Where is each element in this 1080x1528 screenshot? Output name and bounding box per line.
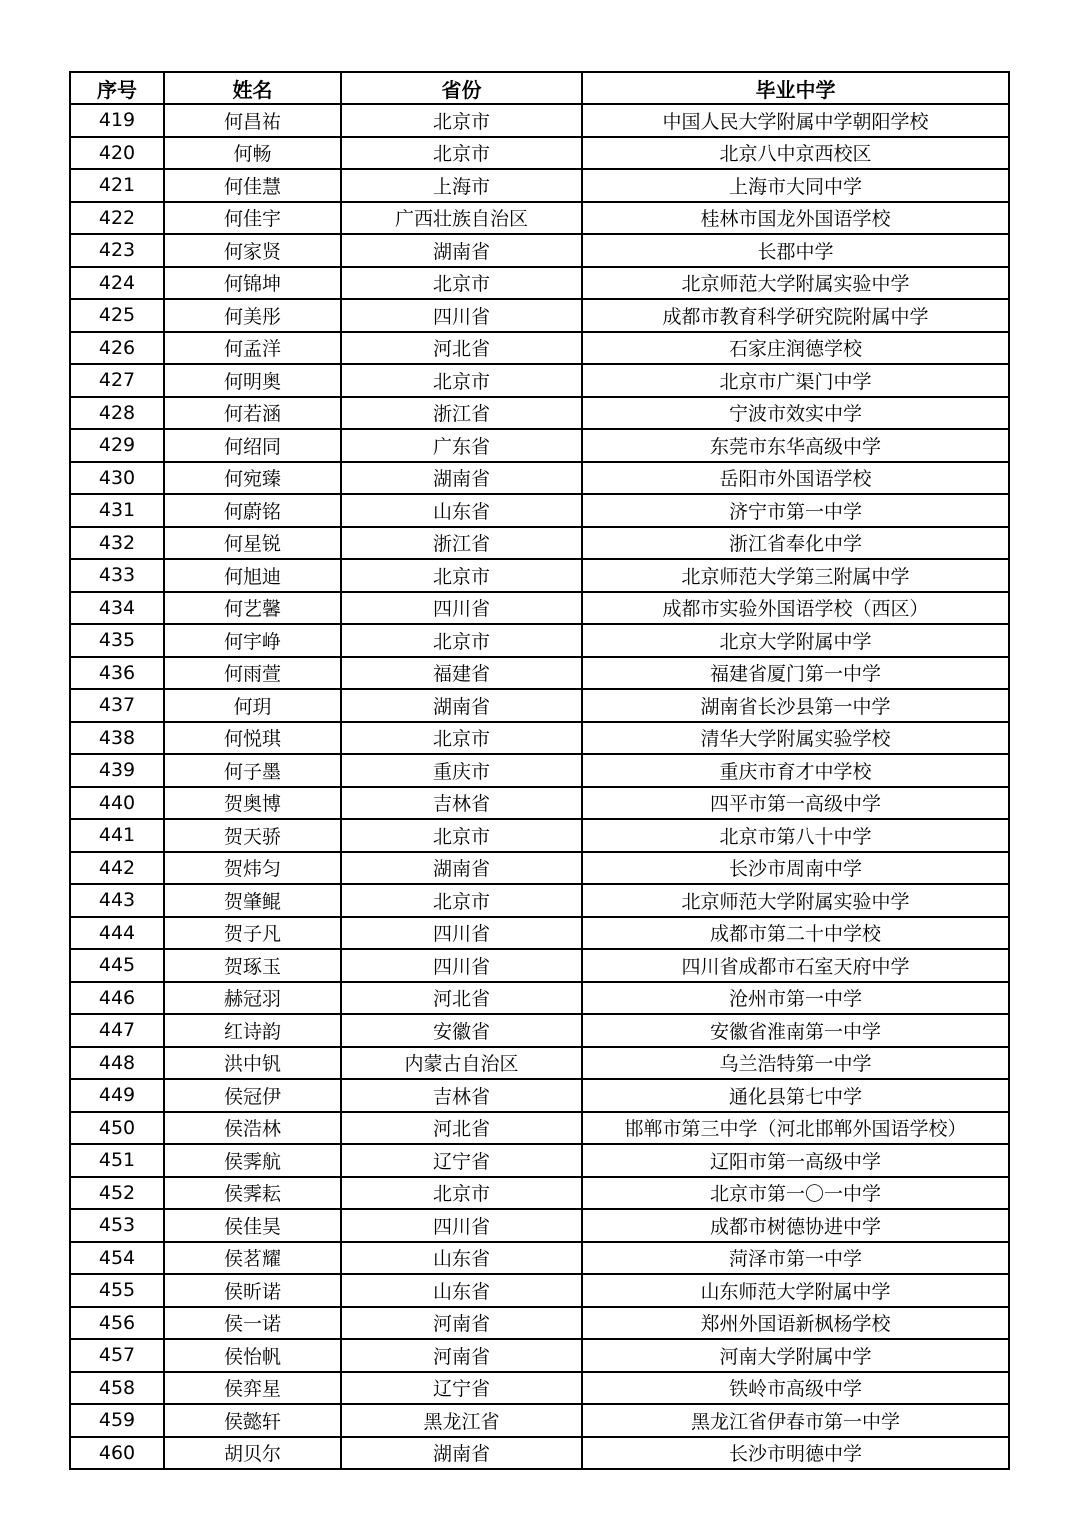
cell-high-school: 山东师范大学附属中学 [582, 1274, 1009, 1307]
cell-province: 北京市 [341, 722, 582, 755]
cell-high-school: 北京市第一〇一中学 [582, 1177, 1009, 1210]
cell-serial-number: 435 [70, 624, 164, 657]
cell-serial-number: 453 [70, 1209, 164, 1242]
cell-name: 何旭迪 [164, 559, 341, 592]
cell-high-school: 成都市实验外国语学校（西区） [582, 592, 1009, 625]
cell-province: 河北省 [341, 1112, 582, 1145]
cell-serial-number: 426 [70, 332, 164, 365]
table-row [70, 949, 1009, 982]
cell-name: 侯一诺 [164, 1307, 341, 1340]
cell-province: 湖南省 [341, 852, 582, 885]
table-row [70, 1307, 1009, 1340]
cell-province: 北京市 [341, 137, 582, 170]
cell-serial-number: 419 [70, 104, 164, 137]
cell-high-school: 中国人民大学附属中学朝阳学校 [582, 104, 1009, 137]
cell-name: 侯懿轩 [164, 1404, 341, 1437]
cell-province: 四川省 [341, 1209, 582, 1242]
cell-name: 赫冠羽 [164, 982, 341, 1015]
cell-serial-number: 456 [70, 1307, 164, 1340]
table-row [70, 169, 1009, 202]
table-row [70, 884, 1009, 917]
cell-high-school: 桂林市国龙外国语学校 [582, 202, 1009, 235]
cell-province: 北京市 [341, 104, 582, 137]
graduate-table [69, 71, 1010, 1470]
cell-province: 重庆市 [341, 754, 582, 787]
cell-name: 何雨萱 [164, 657, 341, 690]
table-header-row [70, 72, 1009, 104]
cell-serial-number: 432 [70, 527, 164, 560]
table-row [70, 1177, 1009, 1210]
cell-serial-number: 443 [70, 884, 164, 917]
cell-province: 山东省 [341, 1242, 582, 1275]
cell-province: 河南省 [341, 1339, 582, 1372]
cell-high-school: 长沙市周南中学 [582, 852, 1009, 885]
cell-name: 何明奥 [164, 364, 341, 397]
cell-serial-number: 424 [70, 267, 164, 300]
cell-name: 何悦琪 [164, 722, 341, 755]
cell-serial-number: 440 [70, 787, 164, 820]
cell-high-school: 北京师范大学附属实验中学 [582, 267, 1009, 300]
header-province: 省份 [341, 72, 582, 104]
cell-province: 辽宁省 [341, 1372, 582, 1405]
cell-name: 侯霁航 [164, 1144, 341, 1177]
cell-province: 四川省 [341, 592, 582, 625]
cell-name: 侯冠伊 [164, 1079, 341, 1112]
cell-high-school: 菏泽市第一中学 [582, 1242, 1009, 1275]
cell-high-school: 北京市广渠门中学 [582, 364, 1009, 397]
cell-name: 洪中钒 [164, 1047, 341, 1080]
cell-name: 何艺馨 [164, 592, 341, 625]
cell-high-school: 北京师范大学第三附属中学 [582, 559, 1009, 592]
cell-province: 山东省 [341, 1274, 582, 1307]
cell-serial-number: 420 [70, 137, 164, 170]
table-row [70, 234, 1009, 267]
table-row [70, 1047, 1009, 1080]
cell-name: 何锦坤 [164, 267, 341, 300]
cell-name: 何昌祐 [164, 104, 341, 137]
cell-name: 侯茗耀 [164, 1242, 341, 1275]
table-row [70, 267, 1009, 300]
table-row [70, 104, 1009, 137]
table-row [70, 527, 1009, 560]
cell-high-school: 乌兰浩特第一中学 [582, 1047, 1009, 1080]
cell-serial-number: 452 [70, 1177, 164, 1210]
table-row [70, 819, 1009, 852]
cell-name: 何绍同 [164, 429, 341, 462]
cell-high-school: 郑州外国语新枫杨学校 [582, 1307, 1009, 1340]
cell-serial-number: 439 [70, 754, 164, 787]
cell-province: 湖南省 [341, 462, 582, 495]
cell-high-school: 北京八中京西校区 [582, 137, 1009, 170]
cell-province: 湖南省 [341, 1437, 582, 1470]
cell-high-school: 成都市教育科学研究院附属中学 [582, 299, 1009, 332]
table-row [70, 1372, 1009, 1405]
table-row [70, 754, 1009, 787]
table-body [70, 104, 1009, 1469]
table-row [70, 722, 1009, 755]
cell-high-school: 北京师范大学附属实验中学 [582, 884, 1009, 917]
table-row [70, 852, 1009, 885]
cell-serial-number: 438 [70, 722, 164, 755]
table-row [70, 494, 1009, 527]
cell-high-school: 东莞市东华高级中学 [582, 429, 1009, 462]
cell-serial-number: 459 [70, 1404, 164, 1437]
cell-serial-number: 434 [70, 592, 164, 625]
cell-name: 侯霁耘 [164, 1177, 341, 1210]
cell-name: 何玥 [164, 689, 341, 722]
table-row [70, 657, 1009, 690]
table-row [70, 364, 1009, 397]
table-row [70, 397, 1009, 430]
cell-province: 福建省 [341, 657, 582, 690]
cell-name: 侯昕诺 [164, 1274, 341, 1307]
cell-serial-number: 433 [70, 559, 164, 592]
cell-serial-number: 428 [70, 397, 164, 430]
cell-province: 河北省 [341, 332, 582, 365]
table-row [70, 787, 1009, 820]
cell-serial-number: 455 [70, 1274, 164, 1307]
cell-high-school: 安徽省淮南第一中学 [582, 1014, 1009, 1047]
table-row [70, 592, 1009, 625]
cell-province: 山东省 [341, 494, 582, 527]
cell-serial-number: 423 [70, 234, 164, 267]
cell-province: 北京市 [341, 819, 582, 852]
cell-high-school: 石家庄润德学校 [582, 332, 1009, 365]
cell-province: 北京市 [341, 364, 582, 397]
table-row [70, 689, 1009, 722]
cell-province: 安徽省 [341, 1014, 582, 1047]
cell-name: 侯佳昊 [164, 1209, 341, 1242]
cell-name: 侯浩林 [164, 1112, 341, 1145]
cell-high-school: 成都市树德协进中学 [582, 1209, 1009, 1242]
cell-name: 胡贝尔 [164, 1437, 341, 1470]
cell-province: 河北省 [341, 982, 582, 1015]
cell-serial-number: 431 [70, 494, 164, 527]
cell-province: 四川省 [341, 299, 582, 332]
cell-high-school: 四川省成都市石室天府中学 [582, 949, 1009, 982]
table-row [70, 1209, 1009, 1242]
table-row [70, 429, 1009, 462]
cell-serial-number: 429 [70, 429, 164, 462]
cell-name: 贺琢玉 [164, 949, 341, 982]
cell-high-school: 通化县第七中学 [582, 1079, 1009, 1112]
cell-name: 侯怡帆 [164, 1339, 341, 1372]
cell-serial-number: 445 [70, 949, 164, 982]
cell-serial-number: 427 [70, 364, 164, 397]
cell-name: 何孟洋 [164, 332, 341, 365]
cell-name: 红诗韵 [164, 1014, 341, 1047]
cell-province: 黑龙江省 [341, 1404, 582, 1437]
cell-high-school: 河南大学附属中学 [582, 1339, 1009, 1372]
cell-high-school: 重庆市育才中学校 [582, 754, 1009, 787]
cell-high-school: 上海市大同中学 [582, 169, 1009, 202]
cell-province: 广东省 [341, 429, 582, 462]
cell-name: 何宇峥 [164, 624, 341, 657]
cell-province: 北京市 [341, 884, 582, 917]
cell-serial-number: 451 [70, 1144, 164, 1177]
table-row [70, 624, 1009, 657]
cell-name: 何星锐 [164, 527, 341, 560]
header-name: 姓名 [164, 72, 341, 104]
table-row [70, 1339, 1009, 1372]
cell-province: 河南省 [341, 1307, 582, 1340]
cell-province: 北京市 [341, 1177, 582, 1210]
cell-province: 北京市 [341, 267, 582, 300]
header-serial-number: 序号 [70, 72, 164, 104]
table-row [70, 1437, 1009, 1470]
cell-serial-number: 448 [70, 1047, 164, 1080]
cell-province: 北京市 [341, 559, 582, 592]
cell-high-school: 邯郸市第三中学（河北邯郸外国语学校） [582, 1112, 1009, 1145]
cell-name: 贺天骄 [164, 819, 341, 852]
cell-high-school: 济宁市第一中学 [582, 494, 1009, 527]
cell-high-school: 浙江省奉化中学 [582, 527, 1009, 560]
table-row [70, 1079, 1009, 1112]
cell-high-school: 北京大学附属中学 [582, 624, 1009, 657]
table-row [70, 1014, 1009, 1047]
cell-serial-number: 421 [70, 169, 164, 202]
table-row [70, 1274, 1009, 1307]
cell-province: 上海市 [341, 169, 582, 202]
cell-province: 四川省 [341, 917, 582, 950]
cell-high-school: 福建省厦门第一中学 [582, 657, 1009, 690]
cell-name: 何宛臻 [164, 462, 341, 495]
header-high-school: 毕业中学 [582, 72, 1009, 104]
cell-serial-number: 458 [70, 1372, 164, 1405]
cell-high-school: 岳阳市外国语学校 [582, 462, 1009, 495]
cell-province: 浙江省 [341, 527, 582, 560]
table-row [70, 1242, 1009, 1275]
cell-serial-number: 460 [70, 1437, 164, 1470]
cell-name: 贺奥博 [164, 787, 341, 820]
cell-high-school: 长郡中学 [582, 234, 1009, 267]
cell-province: 湖南省 [341, 689, 582, 722]
cell-high-school: 沧州市第一中学 [582, 982, 1009, 1015]
cell-serial-number: 430 [70, 462, 164, 495]
cell-province: 广西壮族自治区 [341, 202, 582, 235]
cell-serial-number: 442 [70, 852, 164, 885]
cell-province: 北京市 [341, 624, 582, 657]
cell-high-school: 清华大学附属实验学校 [582, 722, 1009, 755]
cell-province: 湖南省 [341, 234, 582, 267]
graduate-list-sheet [69, 71, 1008, 1470]
cell-serial-number: 454 [70, 1242, 164, 1275]
table-row [70, 559, 1009, 592]
cell-name: 何蔚铭 [164, 494, 341, 527]
table-row [70, 982, 1009, 1015]
table-row [70, 332, 1009, 365]
cell-serial-number: 446 [70, 982, 164, 1015]
cell-serial-number: 457 [70, 1339, 164, 1372]
cell-high-school: 北京市第八十中学 [582, 819, 1009, 852]
cell-high-school: 四平市第一高级中学 [582, 787, 1009, 820]
cell-serial-number: 447 [70, 1014, 164, 1047]
cell-province: 四川省 [341, 949, 582, 982]
table-row [70, 1404, 1009, 1437]
cell-high-school: 宁波市效实中学 [582, 397, 1009, 430]
table-row [70, 202, 1009, 235]
cell-name: 贺炜匀 [164, 852, 341, 885]
table-row [70, 1112, 1009, 1145]
table-row [70, 462, 1009, 495]
cell-name: 何佳宇 [164, 202, 341, 235]
cell-province: 浙江省 [341, 397, 582, 430]
cell-serial-number: 450 [70, 1112, 164, 1145]
cell-name: 何若涵 [164, 397, 341, 430]
cell-name: 贺子凡 [164, 917, 341, 950]
cell-name: 何家贤 [164, 234, 341, 267]
table-row [70, 917, 1009, 950]
cell-serial-number: 437 [70, 689, 164, 722]
cell-province: 内蒙古自治区 [341, 1047, 582, 1080]
cell-name: 何子墨 [164, 754, 341, 787]
cell-high-school: 湖南省长沙县第一中学 [582, 689, 1009, 722]
cell-name: 侯弈星 [164, 1372, 341, 1405]
cell-serial-number: 425 [70, 299, 164, 332]
cell-high-school: 长沙市明德中学 [582, 1437, 1009, 1470]
cell-name: 何美彤 [164, 299, 341, 332]
cell-serial-number: 441 [70, 819, 164, 852]
cell-serial-number: 422 [70, 202, 164, 235]
cell-name: 何畅 [164, 137, 341, 170]
cell-serial-number: 436 [70, 657, 164, 690]
table-row [70, 137, 1009, 170]
table-row [70, 299, 1009, 332]
cell-province: 吉林省 [341, 787, 582, 820]
table-row [70, 1144, 1009, 1177]
cell-high-school: 成都市第二十中学校 [582, 917, 1009, 950]
cell-name: 贺肇鲲 [164, 884, 341, 917]
cell-high-school: 黑龙江省伊春市第一中学 [582, 1404, 1009, 1437]
cell-serial-number: 449 [70, 1079, 164, 1112]
cell-province: 辽宁省 [341, 1144, 582, 1177]
cell-name: 何佳慧 [164, 169, 341, 202]
cell-serial-number: 444 [70, 917, 164, 950]
cell-high-school: 辽阳市第一高级中学 [582, 1144, 1009, 1177]
cell-province: 吉林省 [341, 1079, 582, 1112]
cell-high-school: 铁岭市高级中学 [582, 1372, 1009, 1405]
